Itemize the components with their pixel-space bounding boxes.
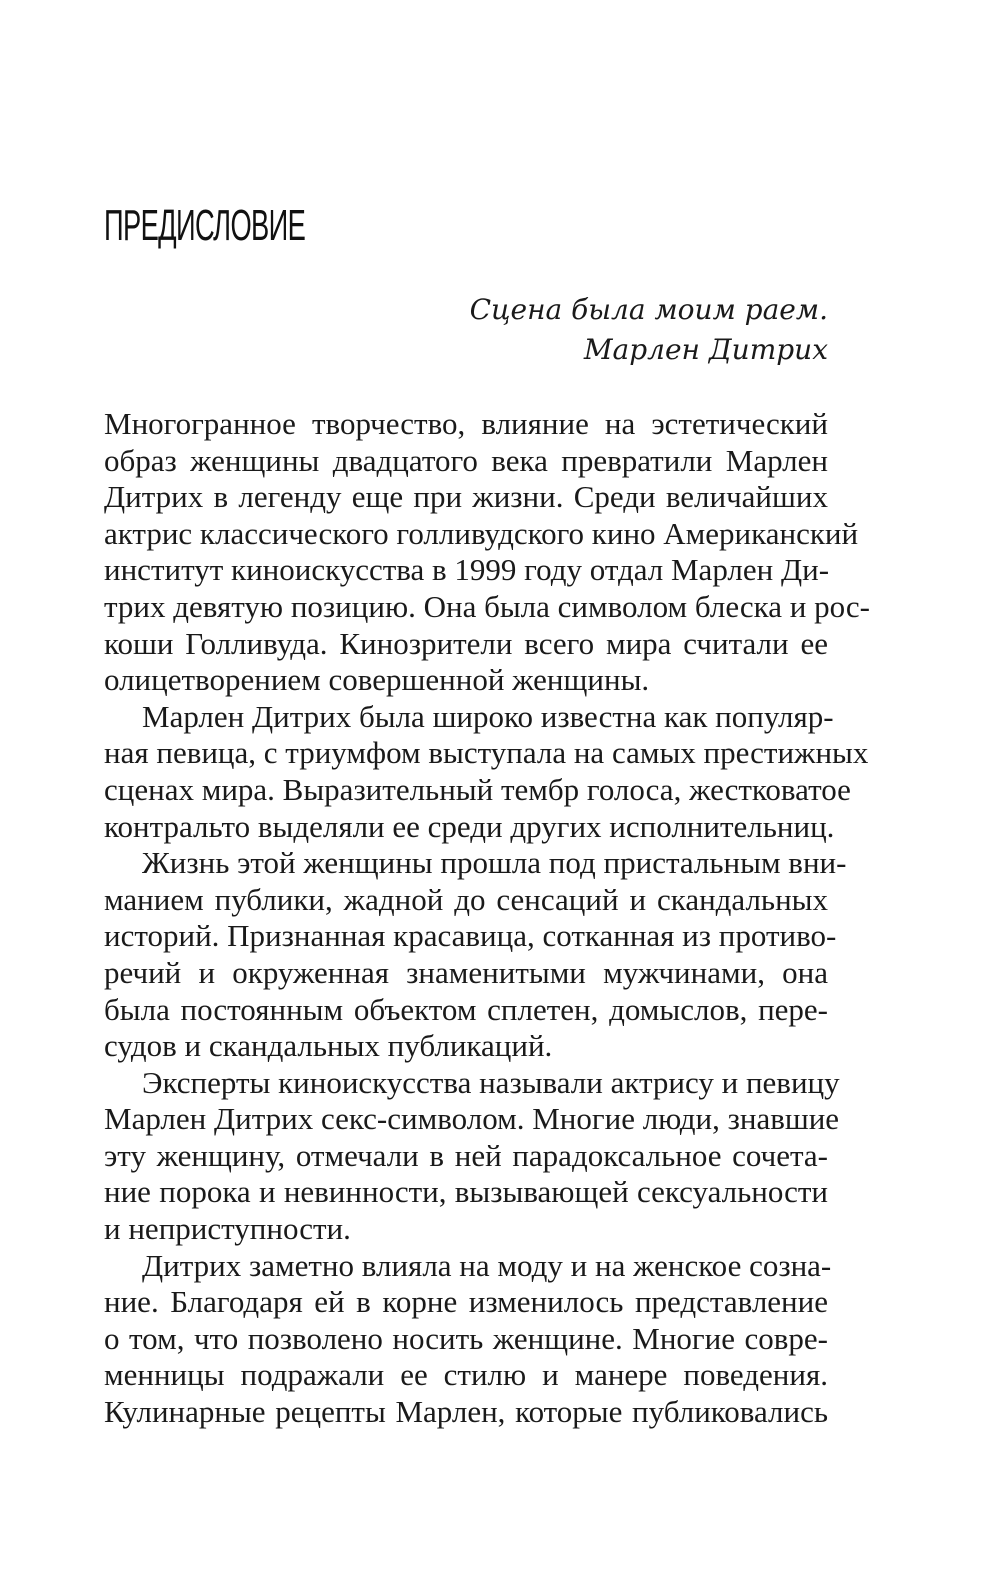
text-line: Эксперты киноискусства называли актрису и певицу bbox=[142, 1064, 840, 1100]
paragraph bbox=[104, 845, 847, 1065]
text-line: манием публики, жадной до сенсаций и скандальных bbox=[104, 881, 828, 917]
text-line: историй. Признанная красавица, сотканная из противо- bbox=[104, 918, 837, 954]
paragraph bbox=[104, 698, 869, 845]
body-text bbox=[104, 406, 870, 1431]
text-line: менницы подражали ее стилю и манере поведения. bbox=[104, 1357, 828, 1393]
paragraph bbox=[104, 1247, 832, 1431]
text-line: олицетворением совершенной женщины. bbox=[104, 662, 650, 698]
text-line: о том, что позволено носить женщине. Многие совре- bbox=[104, 1320, 828, 1356]
text-line: коши Голливуда. Кинозрители всего мира считали ее bbox=[104, 625, 828, 661]
text-line: контральто выделяли ее среди других исполнительниц. bbox=[104, 808, 835, 844]
text-line: речий и окруженная знаменитыми мужчинами, она bbox=[104, 954, 828, 990]
text-line: судов и скандальных публикаций. bbox=[104, 1028, 553, 1064]
epigraph-author: Марлен Дитрих bbox=[583, 333, 828, 366]
chapter-heading: ПРЕДИСЛОВИЕ bbox=[104, 201, 306, 250]
text-line: институт киноискусства в 1999 году отдал Марлен Ди- bbox=[104, 552, 830, 588]
paragraph bbox=[104, 406, 870, 699]
text-line: Дитрих в легенду еще при жизни. Среди величайших bbox=[104, 479, 828, 515]
text-line: и неприступности. bbox=[104, 1211, 351, 1247]
text-line: Марлен Дитрих была широко известна как популяр- bbox=[142, 698, 834, 734]
text-line: ние. Благодаря ей в корне изменилось представление bbox=[104, 1284, 828, 1320]
text-line: Кулинарные рецепты Марлен, которые публиковались bbox=[104, 1394, 828, 1430]
text-line: Дитрих заметно влияла на моду и на женское созна- bbox=[142, 1247, 832, 1283]
text-line: ние порока и невинности, вызывающей сексуальности bbox=[104, 1174, 828, 1210]
text-line: эту женщину, отмечали в ней парадоксальное сочета- bbox=[104, 1137, 828, 1173]
text-line: образ женщины двадцатого века превратили Марлен bbox=[104, 442, 828, 478]
paragraph bbox=[104, 1064, 840, 1248]
text-line: ная певица, с триумфом выступала на самых престижных bbox=[104, 735, 869, 771]
text-line: Многогранное творчество, влияние на эстетический bbox=[104, 406, 828, 441]
epigraph-quote: Сцена была моим раем. bbox=[469, 293, 828, 326]
text-line: была постоянным объектом сплетен, домыслов, пере- bbox=[104, 991, 828, 1027]
text-line: сценах мира. Выразительный тембр голоса, жестковатое bbox=[104, 771, 851, 807]
text-line: трих девятую позицию. Она была символом блеска и рос- bbox=[104, 588, 870, 624]
text-line: Жизнь этой женщины прошла под пристальным вни- bbox=[142, 845, 847, 881]
text-line: Марлен Дитрих секс-символом. Многие люди, знавшие bbox=[104, 1101, 840, 1137]
text-line: актрис классического голливудского кино Американский bbox=[104, 515, 859, 551]
epigraph bbox=[104, 290, 828, 370]
